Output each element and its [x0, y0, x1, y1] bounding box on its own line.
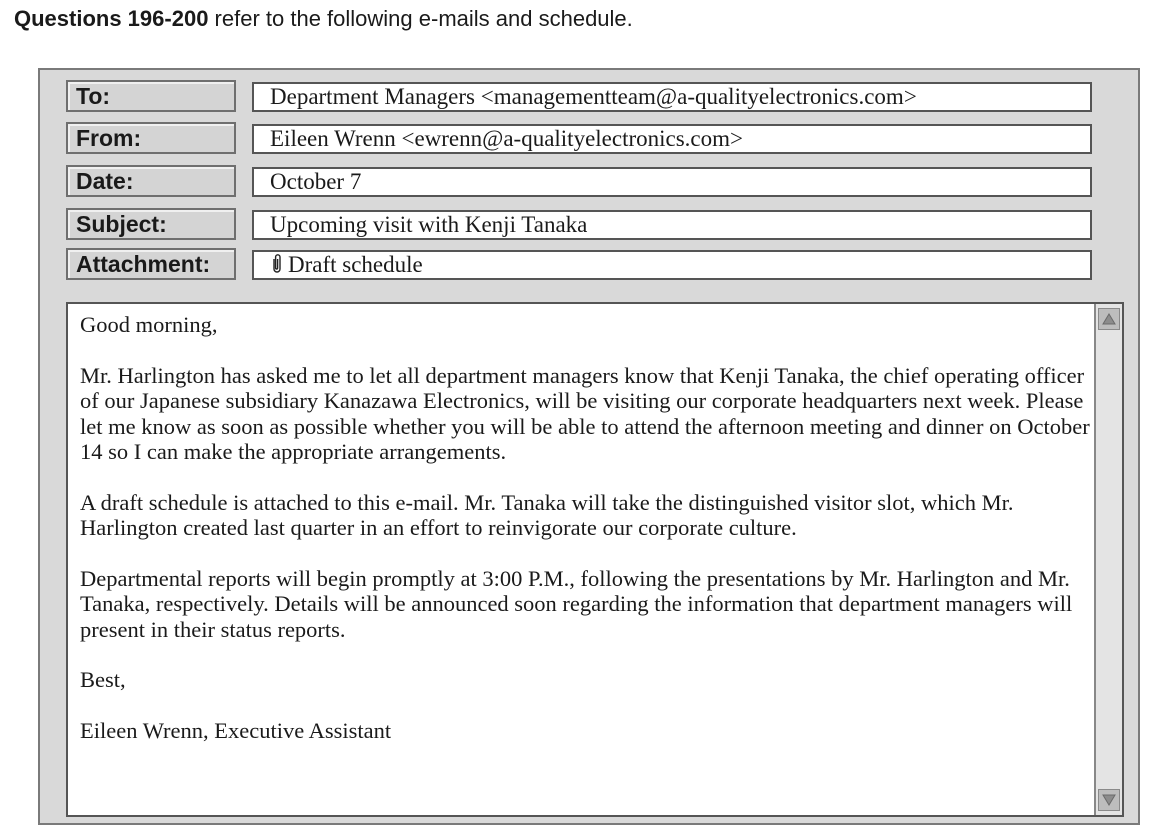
question-range: Questions 196-200 [14, 6, 209, 31]
body-paragraph: A draft schedule is attached to this e-mail. Mr. Tanaka will take the distinguished visitor slot, which Mr. Harlington created last quarter in an effort to reinvigorate our corporate culture. [80, 489, 1014, 540]
scrollbar[interactable] [1094, 304, 1122, 815]
question-intro-text: refer to the following e-mails and schedule. [208, 6, 633, 31]
attachment-filename[interactable]: Draft schedule [288, 252, 423, 277]
email-body-text [80, 312, 1090, 743]
to-label: To: [66, 80, 236, 112]
scroll-down-button[interactable] [1098, 789, 1120, 811]
from-field: Eileen Wrenn <ewrenn@a-qualityelectronics.com> [252, 124, 1092, 154]
attachment-label: Attachment: [66, 248, 236, 280]
paperclip-icon [270, 253, 284, 280]
subject-label: Subject: [66, 208, 236, 240]
arrow-up-icon [1102, 313, 1116, 325]
scroll-up-button[interactable] [1098, 308, 1120, 330]
to-field: Department Managers <managementteam@a-qualityelectronics.com> [252, 82, 1092, 112]
email-body [66, 302, 1124, 817]
arrow-down-icon [1102, 794, 1116, 806]
email-window [38, 68, 1140, 825]
greeting: Good morning, [80, 312, 218, 337]
attachment-field[interactable] [252, 250, 1092, 280]
date-label: Date: [66, 165, 236, 197]
question-intro [14, 6, 633, 32]
body-paragraph: Mr. Harlington has asked me to let all department managers know that Kenji Tanaka, the chief operating officer of our Japanese subsidiary Kanazawa Electronics, will be visiting our corporate headquarters next week. Please let me know as soon as possible whether you will be able to attend the afternoon meeting and dinner on October 14 so I can make the appropriate arrangements. [80, 362, 1090, 464]
from-label: From: [66, 122, 236, 154]
signature: Eileen Wrenn, Executive Assistant [80, 717, 392, 743]
closing: Best, [80, 667, 126, 692]
date-field: October 7 [252, 167, 1092, 197]
body-paragraph: Departmental reports will begin promptly at 3:00 P.M., following the presentations by Mr. Harlington and Mr. Tanaka, respectively. Details will be announced soon regarding the information that department managers will present in their status reports. [80, 565, 1073, 642]
subject-field: Upcoming visit with Kenji Tanaka [252, 210, 1092, 240]
